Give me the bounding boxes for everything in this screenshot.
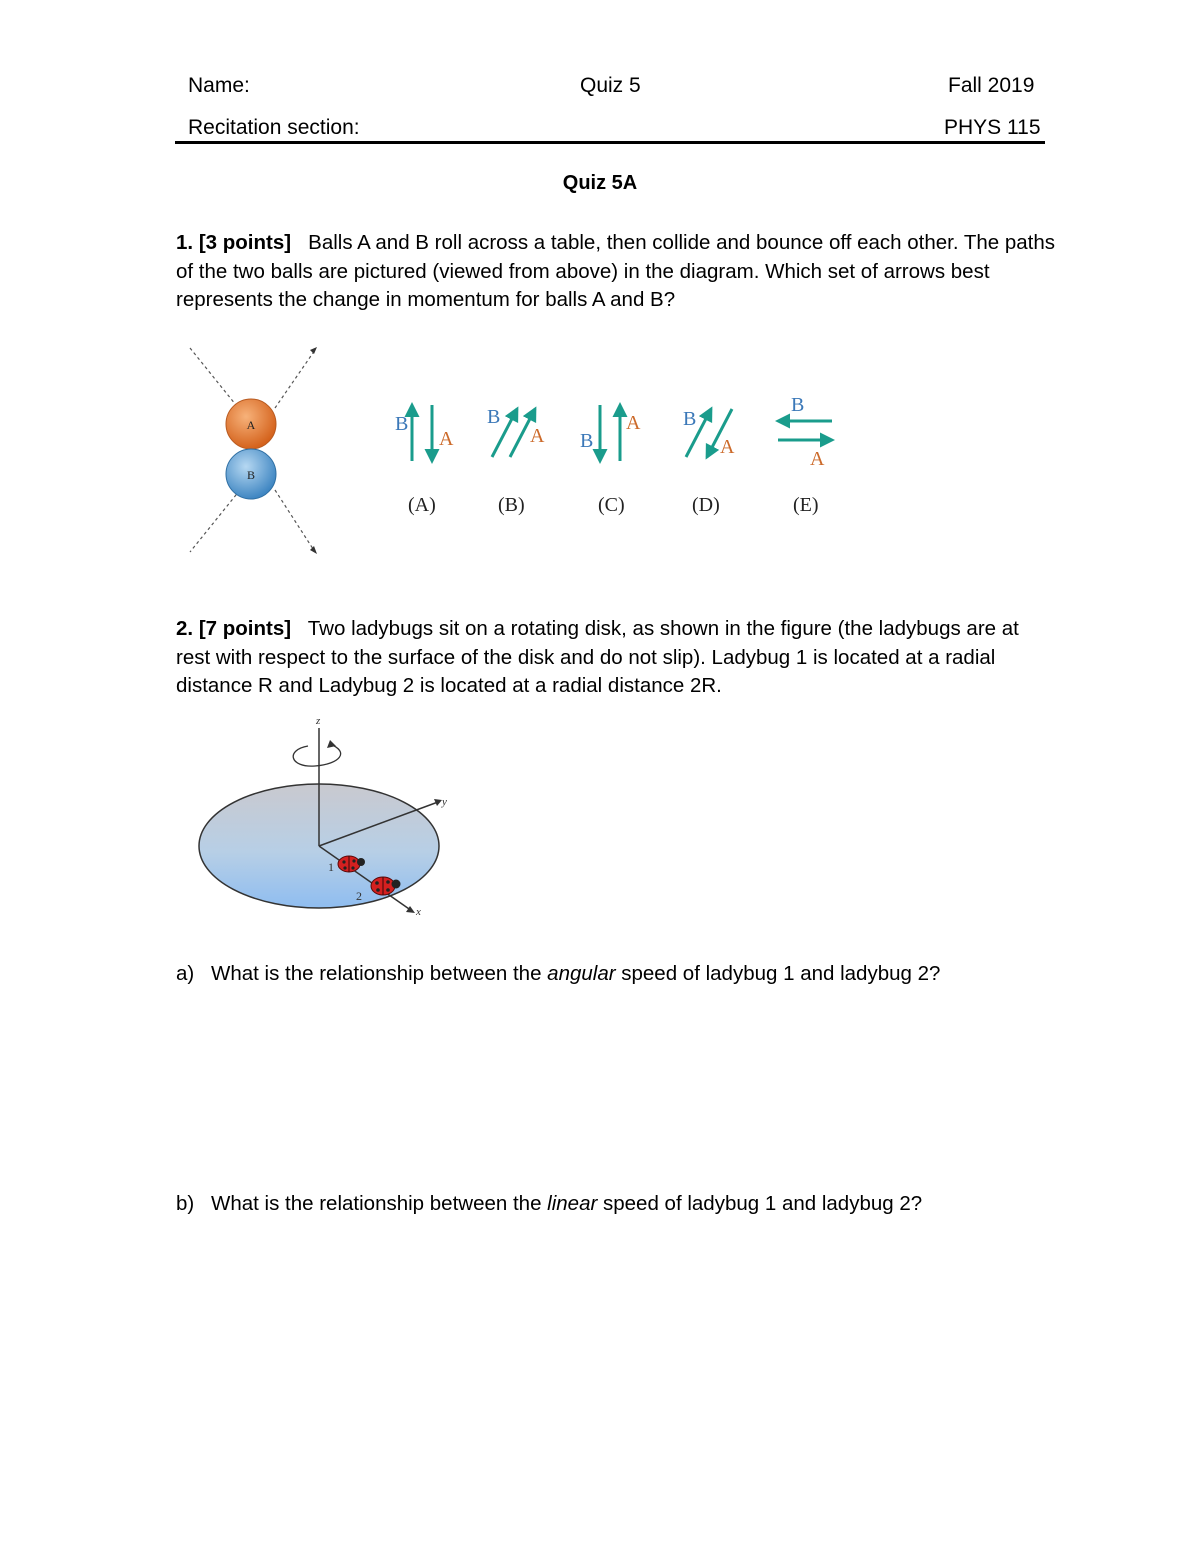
option-e-arrows <box>778 394 832 470</box>
arrowhead-b <box>310 546 317 554</box>
answer-options <box>380 385 850 520</box>
name-label: Name: <box>188 74 250 97</box>
y-axis-label: y <box>442 796 447 808</box>
collision-diagram <box>180 340 330 565</box>
ladybug-2-label: 2 <box>356 889 362 903</box>
course-label: PHYS 115 <box>944 116 1041 139</box>
part-a-emphasis: angular <box>547 962 616 985</box>
x-axis-label: x <box>416 906 421 918</box>
option-e-b-label: B <box>791 394 805 416</box>
option-c-a-label: A <box>626 412 641 434</box>
option-e-a-label: A <box>810 448 825 470</box>
option-d-arrows <box>683 408 735 458</box>
option-a-b-label: B <box>395 413 409 435</box>
part-a-text-after: speed of ladybug 1 and ladybug 2? <box>615 962 941 985</box>
part-b-text-before: What is the relationship between the <box>211 1192 548 1215</box>
z-axis-label: z <box>316 715 321 727</box>
q1-points: [3 points] <box>198 231 292 254</box>
q2-points: [7 points] <box>198 617 292 640</box>
part-a-text-before: What is the relationship between the <box>211 962 548 985</box>
option-c-arrows <box>580 405 641 461</box>
recitation-label: Recitation section: <box>188 116 360 139</box>
option-a-a-label: A <box>439 428 454 450</box>
question-1 <box>176 229 1056 315</box>
term-label: Fall 2019 <box>948 74 1035 97</box>
option-c-b-label: B <box>580 430 594 452</box>
option-e-label: (E) <box>793 494 819 516</box>
option-c-label: (C) <box>598 494 625 516</box>
q2-number: 2. <box>176 617 194 640</box>
question-2 <box>176 615 1056 701</box>
q1-number: 1. <box>176 231 194 254</box>
q1-text: Balls A and B roll across a table, then collide and bounce off each other. The paths of the two balls are pictured (viewed from above) in the diagram. Which set of arrows best represents the change in momentum for balls A and B? <box>176 231 1056 311</box>
q2-text: Two ladybugs sit on a rotating disk, as shown in the figure (the ladybugs are at rest with respect to the surface of the disk and do not slip). Ladybug 1 is located at a radial distance R and Ladybug 2 is located at a radial distance 2R. <box>176 617 1019 697</box>
option-b-b-label: B <box>487 406 501 428</box>
path-b-outgoing <box>275 490 315 552</box>
ball-b-label: B <box>246 468 256 482</box>
ball-a-label: A <box>246 418 256 432</box>
option-d-b-label: B <box>683 408 697 430</box>
option-a-arrows <box>395 405 454 461</box>
part-a-label: a) <box>176 962 195 985</box>
path-a-outgoing <box>275 350 315 408</box>
option-b-arrows <box>487 406 545 457</box>
option-a-label: (A) <box>408 494 436 516</box>
path-b-incoming <box>190 490 240 552</box>
part-b-emphasis: linear <box>547 1192 598 1215</box>
rotating-disk-diagram <box>190 710 470 925</box>
part-a <box>176 962 940 986</box>
option-b-label: (B) <box>498 494 525 516</box>
ladybug-1-label: 1 <box>328 860 334 874</box>
part-b-label: b) <box>176 1192 195 1215</box>
option-d-a-label: A <box>720 436 735 458</box>
option-d-label: (D) <box>692 494 720 516</box>
quiz-title: Quiz 5A <box>562 172 638 194</box>
rotation-arrow <box>293 744 340 766</box>
path-a-incoming <box>190 348 240 410</box>
header-rule <box>175 141 1045 144</box>
part-b <box>176 1192 922 1216</box>
arrowhead-a <box>310 347 317 354</box>
quiz-label: Quiz 5 <box>580 74 641 97</box>
option-b-a-label: A <box>530 425 545 447</box>
part-b-text-after: speed of ladybug 1 and ladybug 2? <box>597 1192 923 1215</box>
